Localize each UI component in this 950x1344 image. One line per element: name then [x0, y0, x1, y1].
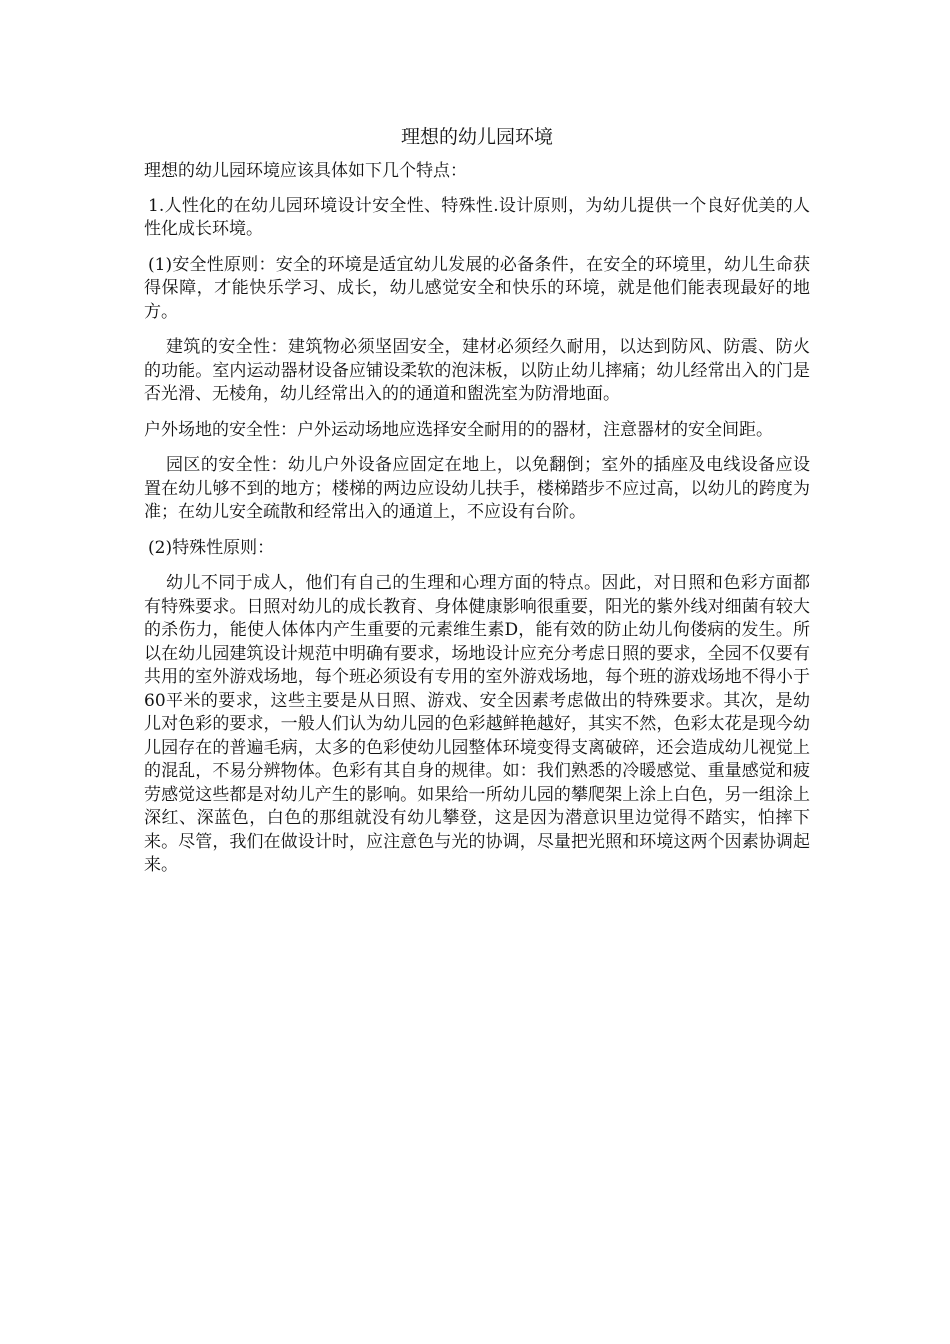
outdoor-safety-paragraph: 户外场地的安全性：户外运动场地应选择安全耐用的的器材，注意器材的安全间距。	[144, 419, 773, 440]
special-principle-paragraph: 幼儿不同于成人，他们有自己的生理和心理方面的特点。因此，对日照和色彩方面都有特殊要求。日照对幼儿的成长教育、身体健康影响很重要，阳光的紫外线对细菌有较大的杀伤力，能使人体体内产生重要的元素维生素D，能有效的防止幼儿佝偻病的发生。所以在幼儿园建筑设计规范中明确有要求，场地设计应充分考虑日照的要求，全园不仅要有共用的室外游戏场地，每个班必须设有专用的室外游戏场地，每个班的游戏场地不得小于60平米的要求，这些主要是从日照、游戏、安全因素考虑做出的特殊要求。其次，是幼儿对色彩的要求，一般人们认为幼儿园的色彩越鲜艳越好，其实不然，色彩太花是现今幼儿园存在的普遍毛病，太多的色彩使幼儿园整体环境变得支离破碎，还会造成幼儿视觉上的混乱，不易分辨物体。色彩有其自身的规律。如：我们熟悉的冷暖感觉、重量感觉和疲劳感觉这些都是对幼儿产生的影响。如果给一所幼儿园的攀爬架上涂上白色，另一组涂上深红、深蓝色，白色的那组就没有幼儿攀登，这是因为潜意识里边觉得不踏实，怕摔下来。尽管，我们在做设计时，应注意色与光的协调，尽量把光照和环境这两个因素协调起来。	[144, 573, 810, 875]
intro-paragraph: 理想的幼儿园环境应该具体如下几个特点：	[144, 161, 467, 181]
document-title: 理想的幼儿园环境	[400, 126, 553, 148]
safety-principle-paragraph: (1)安全性原则：安全的环境是适宜幼儿发展的必备条件，在安全的环境里，幼儿生命获得保障，才能快乐学习、成长，幼儿感觉安全和快乐的环境，就是他们能表现最好的地方。	[144, 254, 810, 322]
principle-1-paragraph: 1.人性化的在幼儿园环境设计安全性、特殊性.设计原则，为幼儿提供一个良好优美的人性化成长环境。	[144, 195, 810, 239]
document-page	[144, 124, 810, 890]
building-safety-paragraph: 建筑的安全性：建筑物必须坚固安全，建材必须经久耐用，以达到防风、防震、防火的功能。室内运动器材设备应铺设柔软的泡沫板，以防止幼儿摔痛；幼儿经常出入的门是否光滑、无棱角，幼儿经常出入的的通道和盥洗室为防滑地面。	[144, 337, 810, 404]
campus-safety-paragraph: 园区的安全性：幼儿户外设备应固定在地上，以免翻倒；室外的插座及电线设备应设置在幼儿够不到的地方；楼梯的两边应设幼儿扶手，楼梯踏步不应过高，以幼儿的跨度为准；在幼儿安全疏散和经常出入的通道上，不应设有台阶。	[144, 455, 810, 522]
special-principle-heading: (2)特殊性原则：	[148, 537, 275, 558]
